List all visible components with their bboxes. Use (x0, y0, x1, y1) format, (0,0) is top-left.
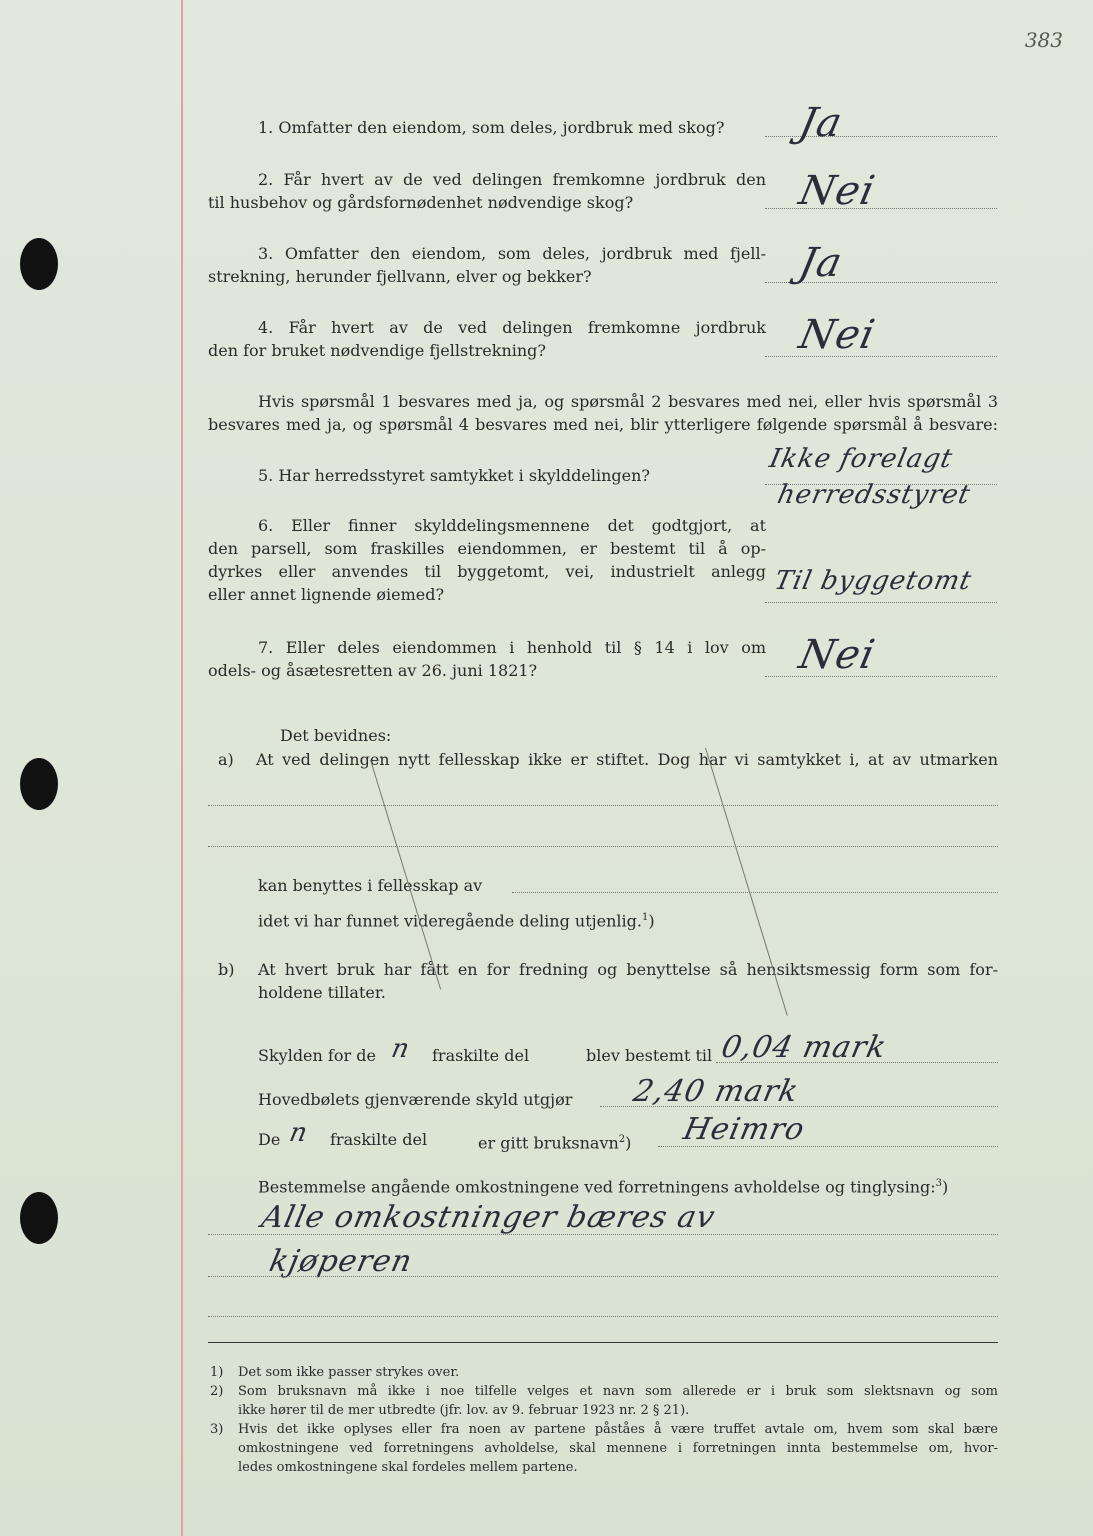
bruksnavn-value: Heimro (680, 1112, 809, 1147)
answer-3: Ja (795, 240, 847, 286)
question-5-text: 5. Har herredsstyret samtykket i skylddelingen? (258, 466, 650, 485)
condition-line-2: besvares med ja, og spørsmål 4 besvares med nei, blir ytterligere følgende spørsmål å besvare: (208, 415, 998, 434)
fill-line (208, 846, 998, 847)
bruksnavn-label-1: De (258, 1130, 281, 1149)
certify-a-text: At ved delingen nytt fellesskap ikke er stiftet. Dog har vi samtykket i, at av utmarken (256, 750, 998, 769)
certify-b-label: b) (218, 960, 235, 979)
footnote-2-line-2: ikke hører til de mer utbredte (jfr. lov. av 9. februar 1923 nr. 2 § 21). (238, 1403, 690, 1418)
question-7-line-2: odels- og åsætesretten av 26. juni 1821? (208, 661, 538, 680)
answer-4: Nei (795, 312, 880, 358)
fill-line (512, 892, 998, 893)
question-6-line-2: den parsell, som fraskilles eiendommen, er bestemt til å op- (208, 539, 766, 558)
footnote-3-mark: 3) (210, 1422, 224, 1437)
answer-7: Nei (795, 632, 880, 678)
question-3-line-1: 3. Omfatter den eiendom, som deles, jordbruk med fjell- (258, 244, 766, 263)
page-number: 383 (1024, 28, 1063, 52)
question-6-line-1: 6. Eller finner skylddelingsmennene det godtgjort, at (258, 516, 766, 535)
hovedbol-label: Hovedbølets gjenværende skyld utgjør (258, 1090, 573, 1109)
footnote-divider (208, 1342, 998, 1343)
certify-b-line-2: holdene tillater. (258, 983, 386, 1002)
skyld-n-1: n (388, 1034, 413, 1064)
answer-5-line-1: Ikke forelagt (766, 444, 956, 474)
footnote-1-mark: 1) (210, 1365, 224, 1380)
skyld-label-2: fraskilte del (432, 1046, 530, 1065)
certify-heading: Det bevidnes: (280, 726, 392, 745)
margin-line (181, 0, 183, 1536)
funnet-text: idet vi har funnet videregående deling utjenlig.$^1$) (258, 911, 655, 931)
footnote-ref: 2 (618, 1134, 626, 1145)
punch-hole (20, 238, 58, 290)
question-6-line-3: dyrkes eller anvendes til byggetomt, vei, industrielt anlegg (208, 562, 766, 581)
footnote-3-line-3: ledes omkostningene skal fordeles mellem partene. (238, 1460, 578, 1475)
fill-line (208, 1316, 998, 1317)
cost-line-2: kjøperen (266, 1244, 416, 1279)
question-7-line-1: 7. Eller deles eiendommen i henhold til § 14 i lov om (258, 638, 766, 657)
footnote-3-line-2: omkostningene ved forretningens avholdelse, skal mennene i forretningen innta bestemmelse om, hvor- (238, 1441, 998, 1456)
skyld-value-1: 0,04 mark (718, 1030, 890, 1065)
question-1-text: 1. Omfatter den eiendom, som deles, jordbruk med skog? (258, 118, 725, 137)
answer-6: Til byggetomt (771, 566, 975, 596)
punch-hole (20, 758, 58, 810)
punch-hole (20, 1192, 58, 1244)
answer-1: Ja (795, 100, 847, 146)
fill-line (208, 1276, 998, 1277)
footnote-ref: 1 (641, 912, 649, 923)
footnote-2-line-1: Som bruksnavn må ikke i noe tilfelle velges et navn som allerede er i bruk som slektsnavn og som (238, 1384, 998, 1399)
skyld-label-3: blev bestemt til (586, 1046, 713, 1065)
question-2-line-1: 2. Får hvert av de ved delingen fremkomne jordbruk den (258, 170, 766, 189)
benytt-text: kan benyttes i fellesskap av (258, 876, 483, 895)
bruksnavn-label-2: fraskilte del (330, 1130, 428, 1149)
footnote-ref: 3 (935, 1178, 942, 1189)
skyld-label-1: Skylden for de (258, 1046, 376, 1065)
question-4-line-2: den for bruket nødvendige fjellstrekning? (208, 341, 546, 360)
bruksnavn-label-3: er gitt bruksnavn$^2$) (478, 1133, 632, 1153)
answer-line (765, 602, 997, 603)
certify-b-line-1: At hvert bruk har fått en for fredning og benyttelse så hensiktsmessig form som for- (258, 960, 998, 979)
footnote-3-line-1: Hvis det ikke oplyses eller fra noen av partene påståes å være truffet avtale om, hvem som skal bære (238, 1422, 998, 1437)
fill-line (208, 1234, 998, 1235)
condition-line-1: Hvis spørsmål 1 besvares med ja, og spørsmål 2 besvares med nei, eller hvis spørsmål 3 (258, 392, 998, 411)
question-4-line-1: 4. Får hvert av de ved delingen fremkomne jordbruk (258, 318, 766, 337)
answer-2: Nei (795, 168, 880, 214)
skyld-n-2: n (286, 1118, 311, 1148)
footnote-2-mark: 2) (210, 1384, 224, 1399)
footnote-1-text: Det som ikke passer strykes over. (238, 1365, 460, 1380)
certify-a-label: a) (218, 750, 234, 769)
cost-line-1: Alle omkostninger bæres av (258, 1200, 719, 1235)
question-2-line-2: til husbehov og gårdsfornødenhet nødvendige skog? (208, 193, 634, 212)
hovedbol-value: 2,40 mark (630, 1074, 802, 1109)
question-6-line-4: eller annet lignende øiemed? (208, 585, 445, 604)
fill-line (208, 805, 998, 806)
question-3-line-2: strekning, herunder fjellvann, elver og bekker? (208, 267, 592, 286)
omkostning-label: Bestemmelse angående omkostningene ved forretningens avholdelse og tinglysing:$^3$) (258, 1177, 949, 1197)
answer-5-line-2: herredsstyret (774, 480, 974, 510)
